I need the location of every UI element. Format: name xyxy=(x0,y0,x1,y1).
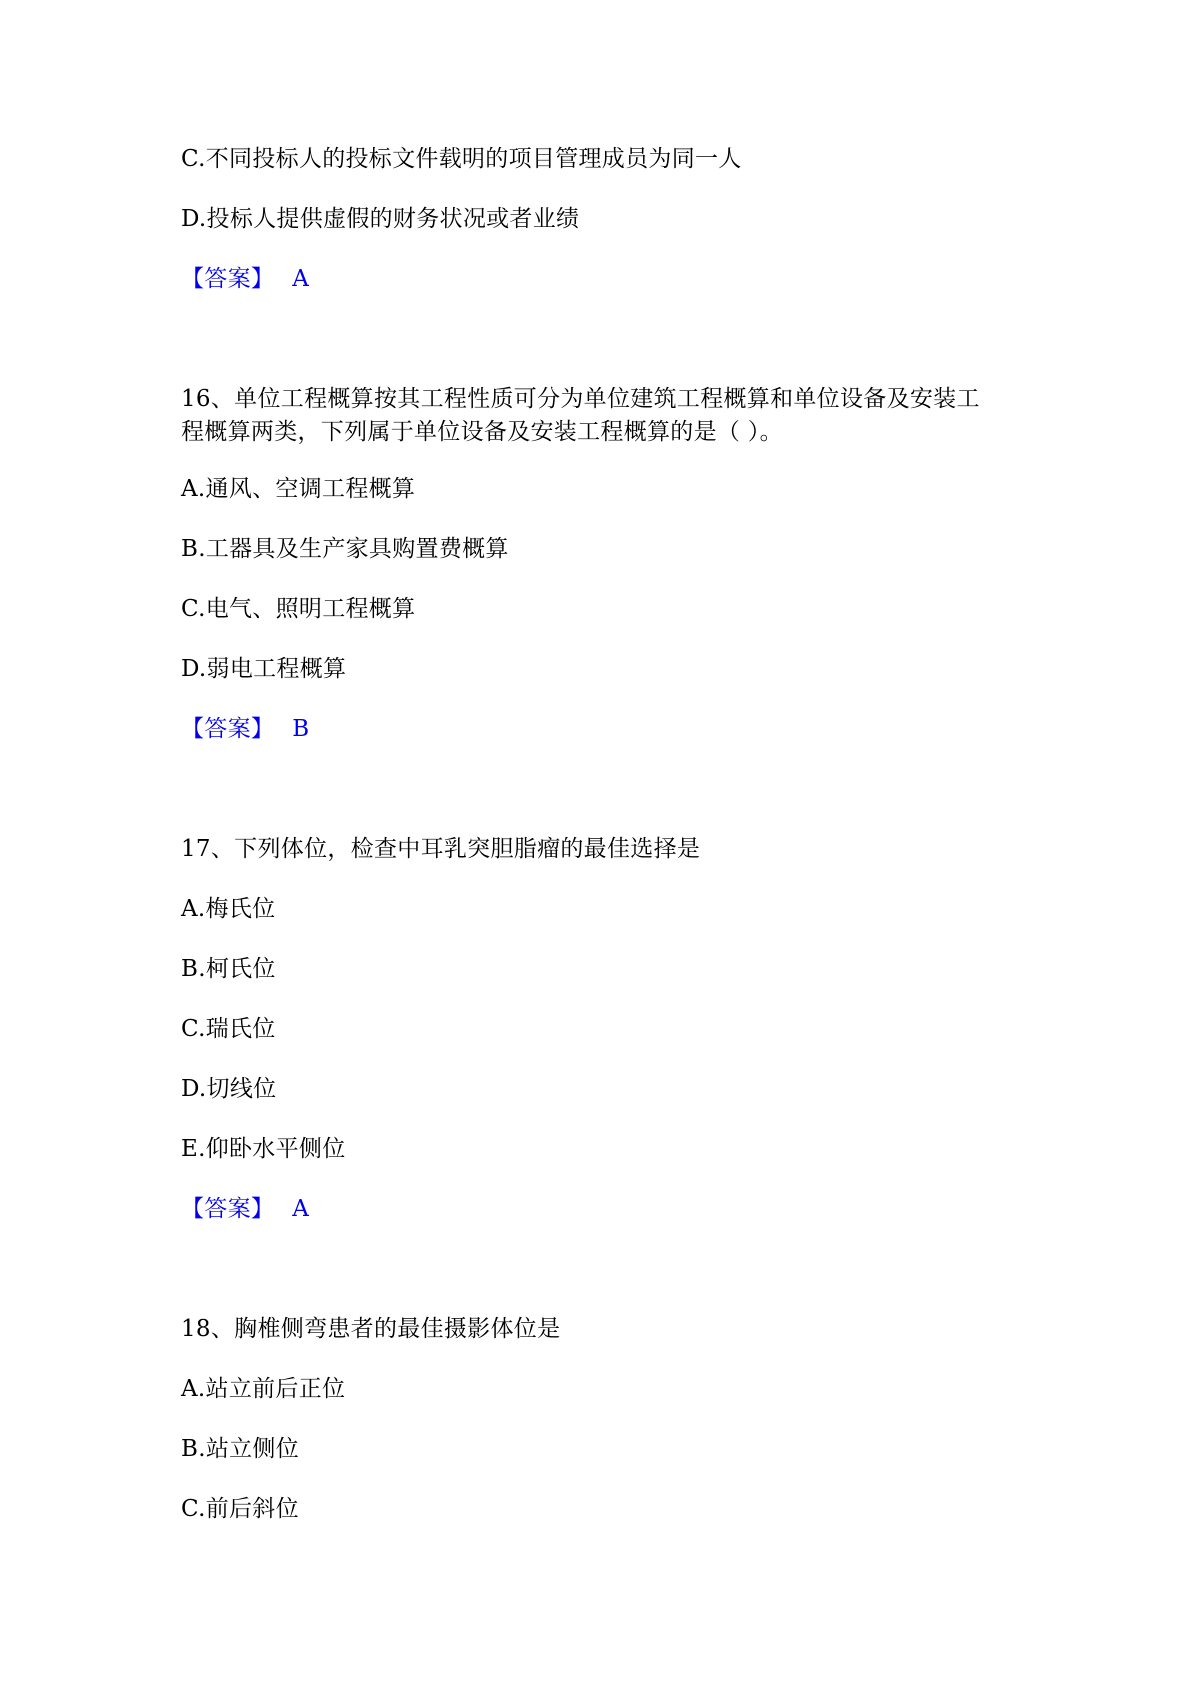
answer-label: 【答案】 xyxy=(181,266,275,292)
q16-option-d: D.弱电工程概算 xyxy=(181,656,347,682)
q17-option-a: A.梅氏位 xyxy=(181,896,276,922)
answer-label: 【答案】 xyxy=(181,716,275,742)
answer-value: B xyxy=(292,716,310,742)
q16-option-b: B.工器具及生产家具购置费概算 xyxy=(181,536,509,562)
q18-option-a: A.站立前后正位 xyxy=(181,1376,346,1402)
q16-option-c: C.电气、照明工程概算 xyxy=(181,596,416,622)
q16-option-a: A.通风、空调工程概算 xyxy=(181,476,416,502)
q18-option-b: B.站立侧位 xyxy=(181,1436,300,1462)
q15-option-d: D.投标人提供虚假的财务状况或者业绩 xyxy=(181,206,580,232)
q17-option-e: E.仰卧水平侧位 xyxy=(181,1136,346,1162)
q18-stem: 18、胸椎侧弯患者的最佳摄影体位是 xyxy=(181,1316,561,1342)
q18-option-c: C.前后斜位 xyxy=(181,1496,299,1522)
answer-value: A xyxy=(292,1196,310,1222)
q16-stem-line2: 程概算两类，下列属于单位设备及安装工程概算的是（ ）。 xyxy=(181,419,783,445)
answer-value: A xyxy=(292,266,310,292)
q17-option-d: D.切线位 xyxy=(181,1076,277,1102)
q17-stem: 17、下列体位，检查中耳乳突胆脂瘤的最佳选择是 xyxy=(181,836,701,862)
q16-answer xyxy=(181,712,309,746)
q17-answer xyxy=(181,1192,309,1226)
q15-answer xyxy=(181,262,309,296)
q17-option-b: B.柯氏位 xyxy=(181,956,276,982)
q17-option-c: C.瑞氏位 xyxy=(181,1016,276,1042)
answer-label: 【答案】 xyxy=(181,1196,275,1222)
q15-option-c: C.不同投标人的投标文件载明的项目管理成员为同一人 xyxy=(181,146,742,172)
q16-stem-line1: 16、单位工程概算按其工程性质可分为单位建筑工程概算和单位设备及安装工 xyxy=(181,386,980,412)
